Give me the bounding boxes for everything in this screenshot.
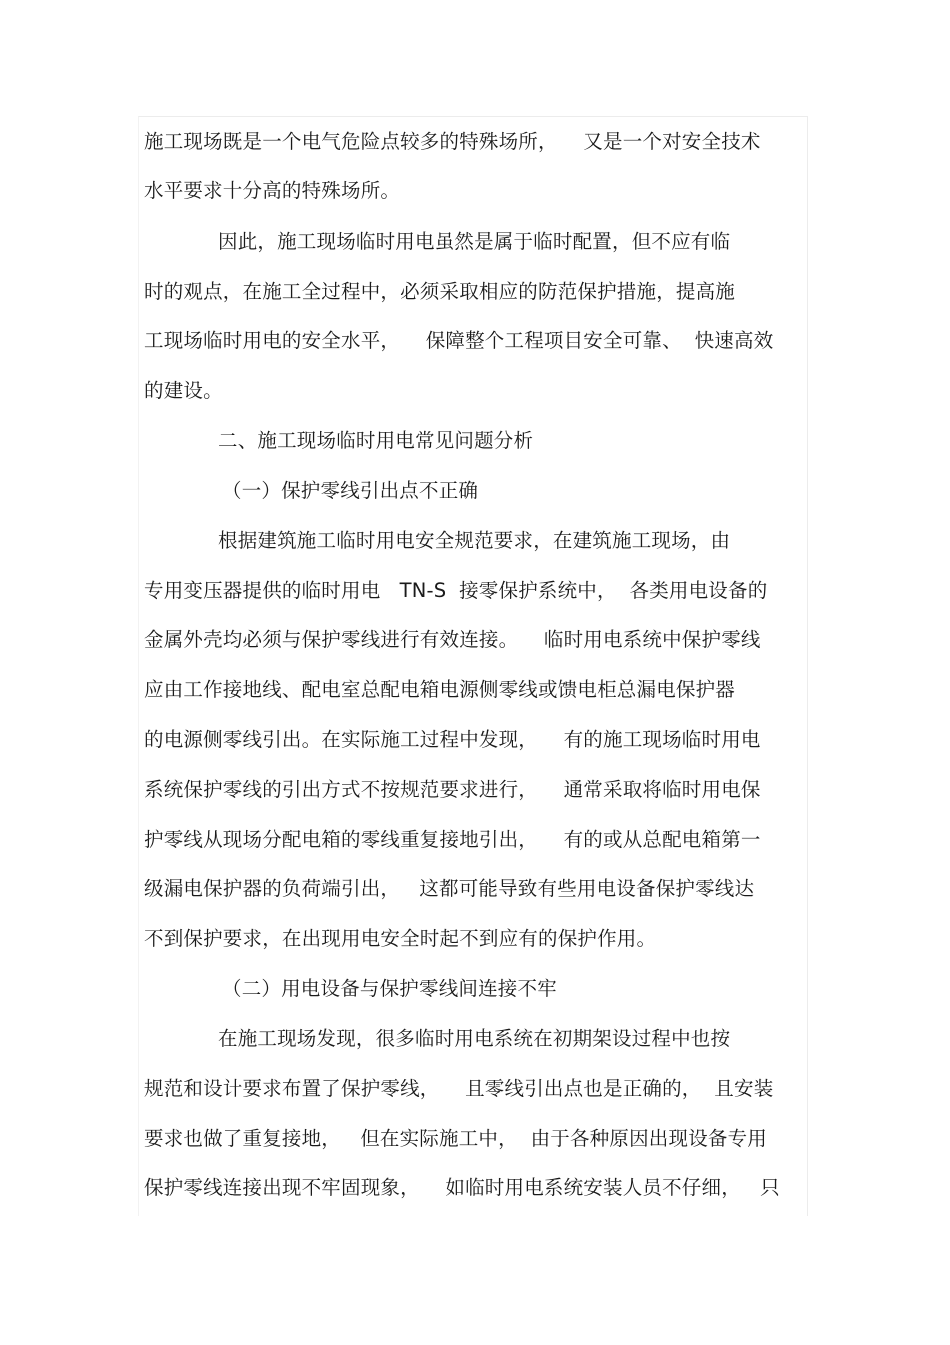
body-line: 金属外壳均必须与保护零线进行有效连接。 临时用电系统中保护零线	[144, 628, 761, 651]
body-line: 不到保护要求，在出现用电安全时起不到应有的保护作用。	[144, 927, 657, 950]
body-line: 保护零线连接出现不牢固现象， 如临时用电系统安装人员不仔细， 只	[144, 1176, 780, 1199]
body-line: 施工现场既是一个电气危险点较多的特殊场所， 又是一个对安全技术	[144, 130, 761, 153]
body-line: 的电源侧零线引出。在实际施工过程中发现， 有的施工现场临时用电	[144, 728, 761, 751]
body-line: 要求也做了重复接地， 但在实际施工中， 由于各种原因出现设备专用	[144, 1127, 767, 1150]
body-line: 时的观点，在施工全过程中，必须采取相应的防范保护措施，提高施	[144, 280, 736, 303]
subsection-heading: （一）保护零线引出点不正确	[222, 479, 479, 502]
body-line: 规范和设计要求布置了保护零线， 且零线引出点也是正确的， 且安装	[144, 1077, 774, 1100]
body-line: 应由工作接地线、配电室总配电箱电源侧零线或馈电柜总漏电保护器	[144, 678, 736, 701]
body-line: 工现场临时用电的安全水平， 保障整个工程项目安全可靠、 快速高效	[144, 329, 774, 352]
body-line: 因此，施工现场临时用电虽然是属于临时配置，但不应有临	[218, 230, 731, 253]
body-line: 水平要求十分高的特殊场所。	[144, 179, 401, 202]
section-heading: 二、施工现场临时用电常见问题分析	[218, 429, 534, 452]
body-line: 在施工现场发现，很多临时用电系统在初期架设过程中也按	[218, 1027, 731, 1050]
body-line: 专用变压器提供的临时用电 TN-S 接零保护系统中， 各类用电设备的	[144, 579, 768, 602]
body-line: 级漏电保护器的负荷端引出， 这都可能导致有些用电设备保护零线达	[144, 877, 755, 900]
subsection-heading: （二）用电设备与保护零线间连接不牢	[222, 977, 557, 1000]
body-line: 系统保护零线的引出方式不按规范要求进行， 通常采取将临时用电保	[144, 778, 761, 801]
body-line: 护零线从现场分配电箱的零线重复接地引出， 有的或从总配电箱第一	[144, 828, 761, 851]
body-line: 根据建筑施工临时用电安全规范要求，在建筑施工现场，由	[218, 529, 731, 552]
body-line: 的建设。	[144, 379, 223, 402]
